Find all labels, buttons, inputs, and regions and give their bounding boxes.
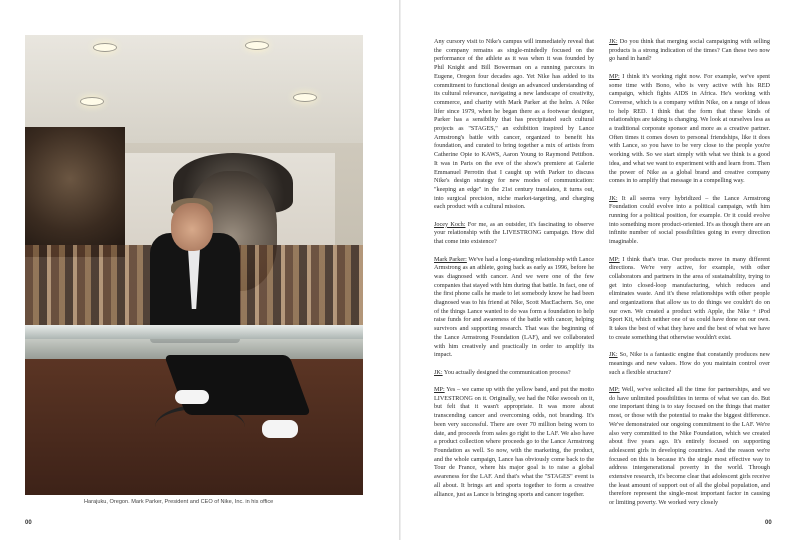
speaker-label: JK: xyxy=(609,38,618,45)
photo-caption: Harajuku, Oregon. Mark Parker, President and CEO of Nike, Inc. in his office xyxy=(84,499,274,505)
folio-right: 00 xyxy=(765,520,772,526)
interview-paragraph xyxy=(609,351,770,377)
speaker-label: Jocey Koch: xyxy=(434,220,466,228)
paragraph-text: You actually designed the communication process? xyxy=(442,368,571,376)
paragraph-text: We've had a long-standing relationship with Lance Armstrong as an athlete, going back as early as 1996, before he was diagnosed with cancer. And we were one of the few companies that stayed with him during that battle. In fact, one of the first phone calls he made to let somebody know he had been diagnosed was to his friend at Nike, Scott MacEachern. So, one of the things Lance wanted to do was form a foundation to help raise funds for and awareness of the battle with cancer, helping survivors and supporting research. That was the beginning of the Lance Armstrong Foundation (LAF), and we collaborated with him creatively and practically in order to amplify its impact. xyxy=(434,255,594,359)
text-column-2 xyxy=(609,38,770,530)
ceiling-light xyxy=(93,43,117,52)
ceiling-light xyxy=(293,93,317,102)
paragraph-text: I think that's true. Our products move in many different directions. We're very active, for example, with other collaborators and partners in the area of sustainability, trying to get into closed-loop manufacturing, which reduces and eliminates waste. And it's these relationships with other people and organizations that allow us to do things we couldn't do on our own. We created a product with Apple, the Nike + iPod Sport Kit, which neither one of us could have done on our own. It takes the best of what they have and the best of what we have to create something that otherwise wouldn't exist. xyxy=(609,255,770,341)
speaker-label: MP: xyxy=(434,386,445,394)
interview-paragraph xyxy=(434,221,594,247)
glass-desk-top xyxy=(25,325,363,339)
paragraph-text: It all seems very hybridized – the Lance Armstrong Foundation could evolve into a political campaign, with him running for a political position, for example. Or it could evolve into something more product-oriented. It's as though there are an infinite number of social possibilities going in every direction imaginable. xyxy=(609,194,770,246)
wall-portrait-left xyxy=(25,127,125,257)
man-head xyxy=(171,203,213,251)
speaker-label: Mark Parker: xyxy=(434,255,467,263)
man-legs xyxy=(164,355,311,415)
text-column-1 xyxy=(434,38,594,530)
speaker-label: JK: xyxy=(434,368,443,376)
interview-paragraph xyxy=(434,369,594,378)
man-shoe-right xyxy=(262,420,298,438)
paragraph-text: I think it's working right now. For example, we've spent some time with Bono, who is very active with his RED campaign, which fights AIDS in Africa. He's working with Converse, which is a company within Nike, on a range of ideas to help RED. I think that the form that these kinds of relationships are taking is changing. We look at ourselves less as a traditional corporate sponsor and more as a creative partner. Often times it comes down to personal friendships, like it does with Lance, so you have to be very close to the people you're working with. So we start simply with what we think is a good idea, and what we want to experiment with and learn from. Then the power of Nike as a global brand and creative company comes in to amplify that message in a compelling way. xyxy=(609,72,770,185)
page-fold xyxy=(399,0,401,540)
speaker-label: MP: xyxy=(609,386,620,394)
folio-left: 00 xyxy=(25,520,32,526)
interview-paragraph xyxy=(434,386,594,499)
speaker-label: MP: xyxy=(609,255,620,263)
interview-paragraph xyxy=(609,195,770,247)
paragraph-text: For me, as an outsider, it's fascinating to observe your relationship with the LIVESTRONG campaign. How did that come into existence? xyxy=(434,220,594,246)
interview-paragraph xyxy=(434,256,594,360)
ceiling-light xyxy=(80,97,104,106)
speaker-label: MP: xyxy=(609,72,620,80)
intro-paragraph xyxy=(434,38,594,212)
interview-paragraph xyxy=(609,38,770,64)
paragraph-text: Well, we've solicited all the time for partnerships, and we do have unlimited possibilities in terms of what we can do. But one important thing is to stay focused on the things that matter most, or those with the potential to make the biggest difference. We've demonstrated our ongoing commitment to the LAF. We're also very committed to the Nike Foundation, which we created about five years ago. It's entirely focused on supporting adolescent girls in developing countries. And the reason we're focused on this is because it's the single most effective way to address intergenerational poverty in the world. Through extensive research, it's become clear that adolescent girls receive the least amount of support out of all the global population, and therefore represent the single-most important factor in causing or limiting poverty. We worked very closely xyxy=(609,386,770,507)
interview-paragraph xyxy=(609,386,770,508)
paragraph-text: Yes – we came up with the yellow band, and put the motto LIVESTRONG on it. Originally, we had the Nike swoosh on it, but felt that it wasn't appropriate. It was more about transcending cancer and overcoming odds, not branding. It's been very successful. There are over 70 million being worn to date, and proceeds from sales go right to the LAF. We also have a product collection where proceeds go to the Lance Armstrong Foundation as well. So now, with the marketing, the product, and the whole campaign, Lance has obviously come back to the Tour de France, where his major goal is to raise a global awareness for the LAF. And that's what the "STAGES" event is all about. It brings art and sports together to form a creative alliance, just as Lance is bringing sports and cancer together. xyxy=(434,386,594,498)
interview-paragraph xyxy=(609,73,770,186)
speaker-label: JK: xyxy=(609,351,618,359)
paragraph-text: Do you think that merging social campaigning with selling products is a strong indication of the times? Can these two now go hand in hand? xyxy=(609,38,770,63)
office-photo xyxy=(25,35,363,495)
speaker-label: JK: xyxy=(609,194,618,202)
man-shoe-left xyxy=(175,390,209,404)
ceiling-light xyxy=(245,41,269,50)
interview-paragraph xyxy=(609,256,770,343)
paragraph-text: Any cursory visit to Nike's campus will immediately reveal that the company remains as single-mindedly focused on the performance of the athlete as it was when it was founded by Phil Knight and Bill Bowerman on a running parcours in Eugene, Oregon four decades ago. Yet Nike has added to its commitment to functional design an advanced understanding of its cultural relevance, navigating a new landscape of creativity, commerce, and charity with Mark Parker at the helm. A Nike lifer since 1979, when he began there as a footwear designer, Parker has a sensibility that has precipitated such cultural projects as "STAGES," an exhibition inspired by Lance Armstrong's battle with cancer, organized to benefit his foundation, and curated to bring together a mix of artists from Catherine Opie to KAWS, Aaron Young to Raymond Pettibon. It was in Paris on the eve of the show's premiere at Galerie Emmanuel Perrotin that I caught up with Parker to discuss Nike's design strategy for new modes of communication: "keeping an edge" in the 21st century translates, it turns out, into surgical precision, niche market-targeting, and charging each product with a cultural mission. xyxy=(434,38,594,211)
paragraph-text: So, Nike is a fantastic engine that constantly produces new meanings and new values. How do you maintain control over such a flexible structure? xyxy=(609,351,770,376)
